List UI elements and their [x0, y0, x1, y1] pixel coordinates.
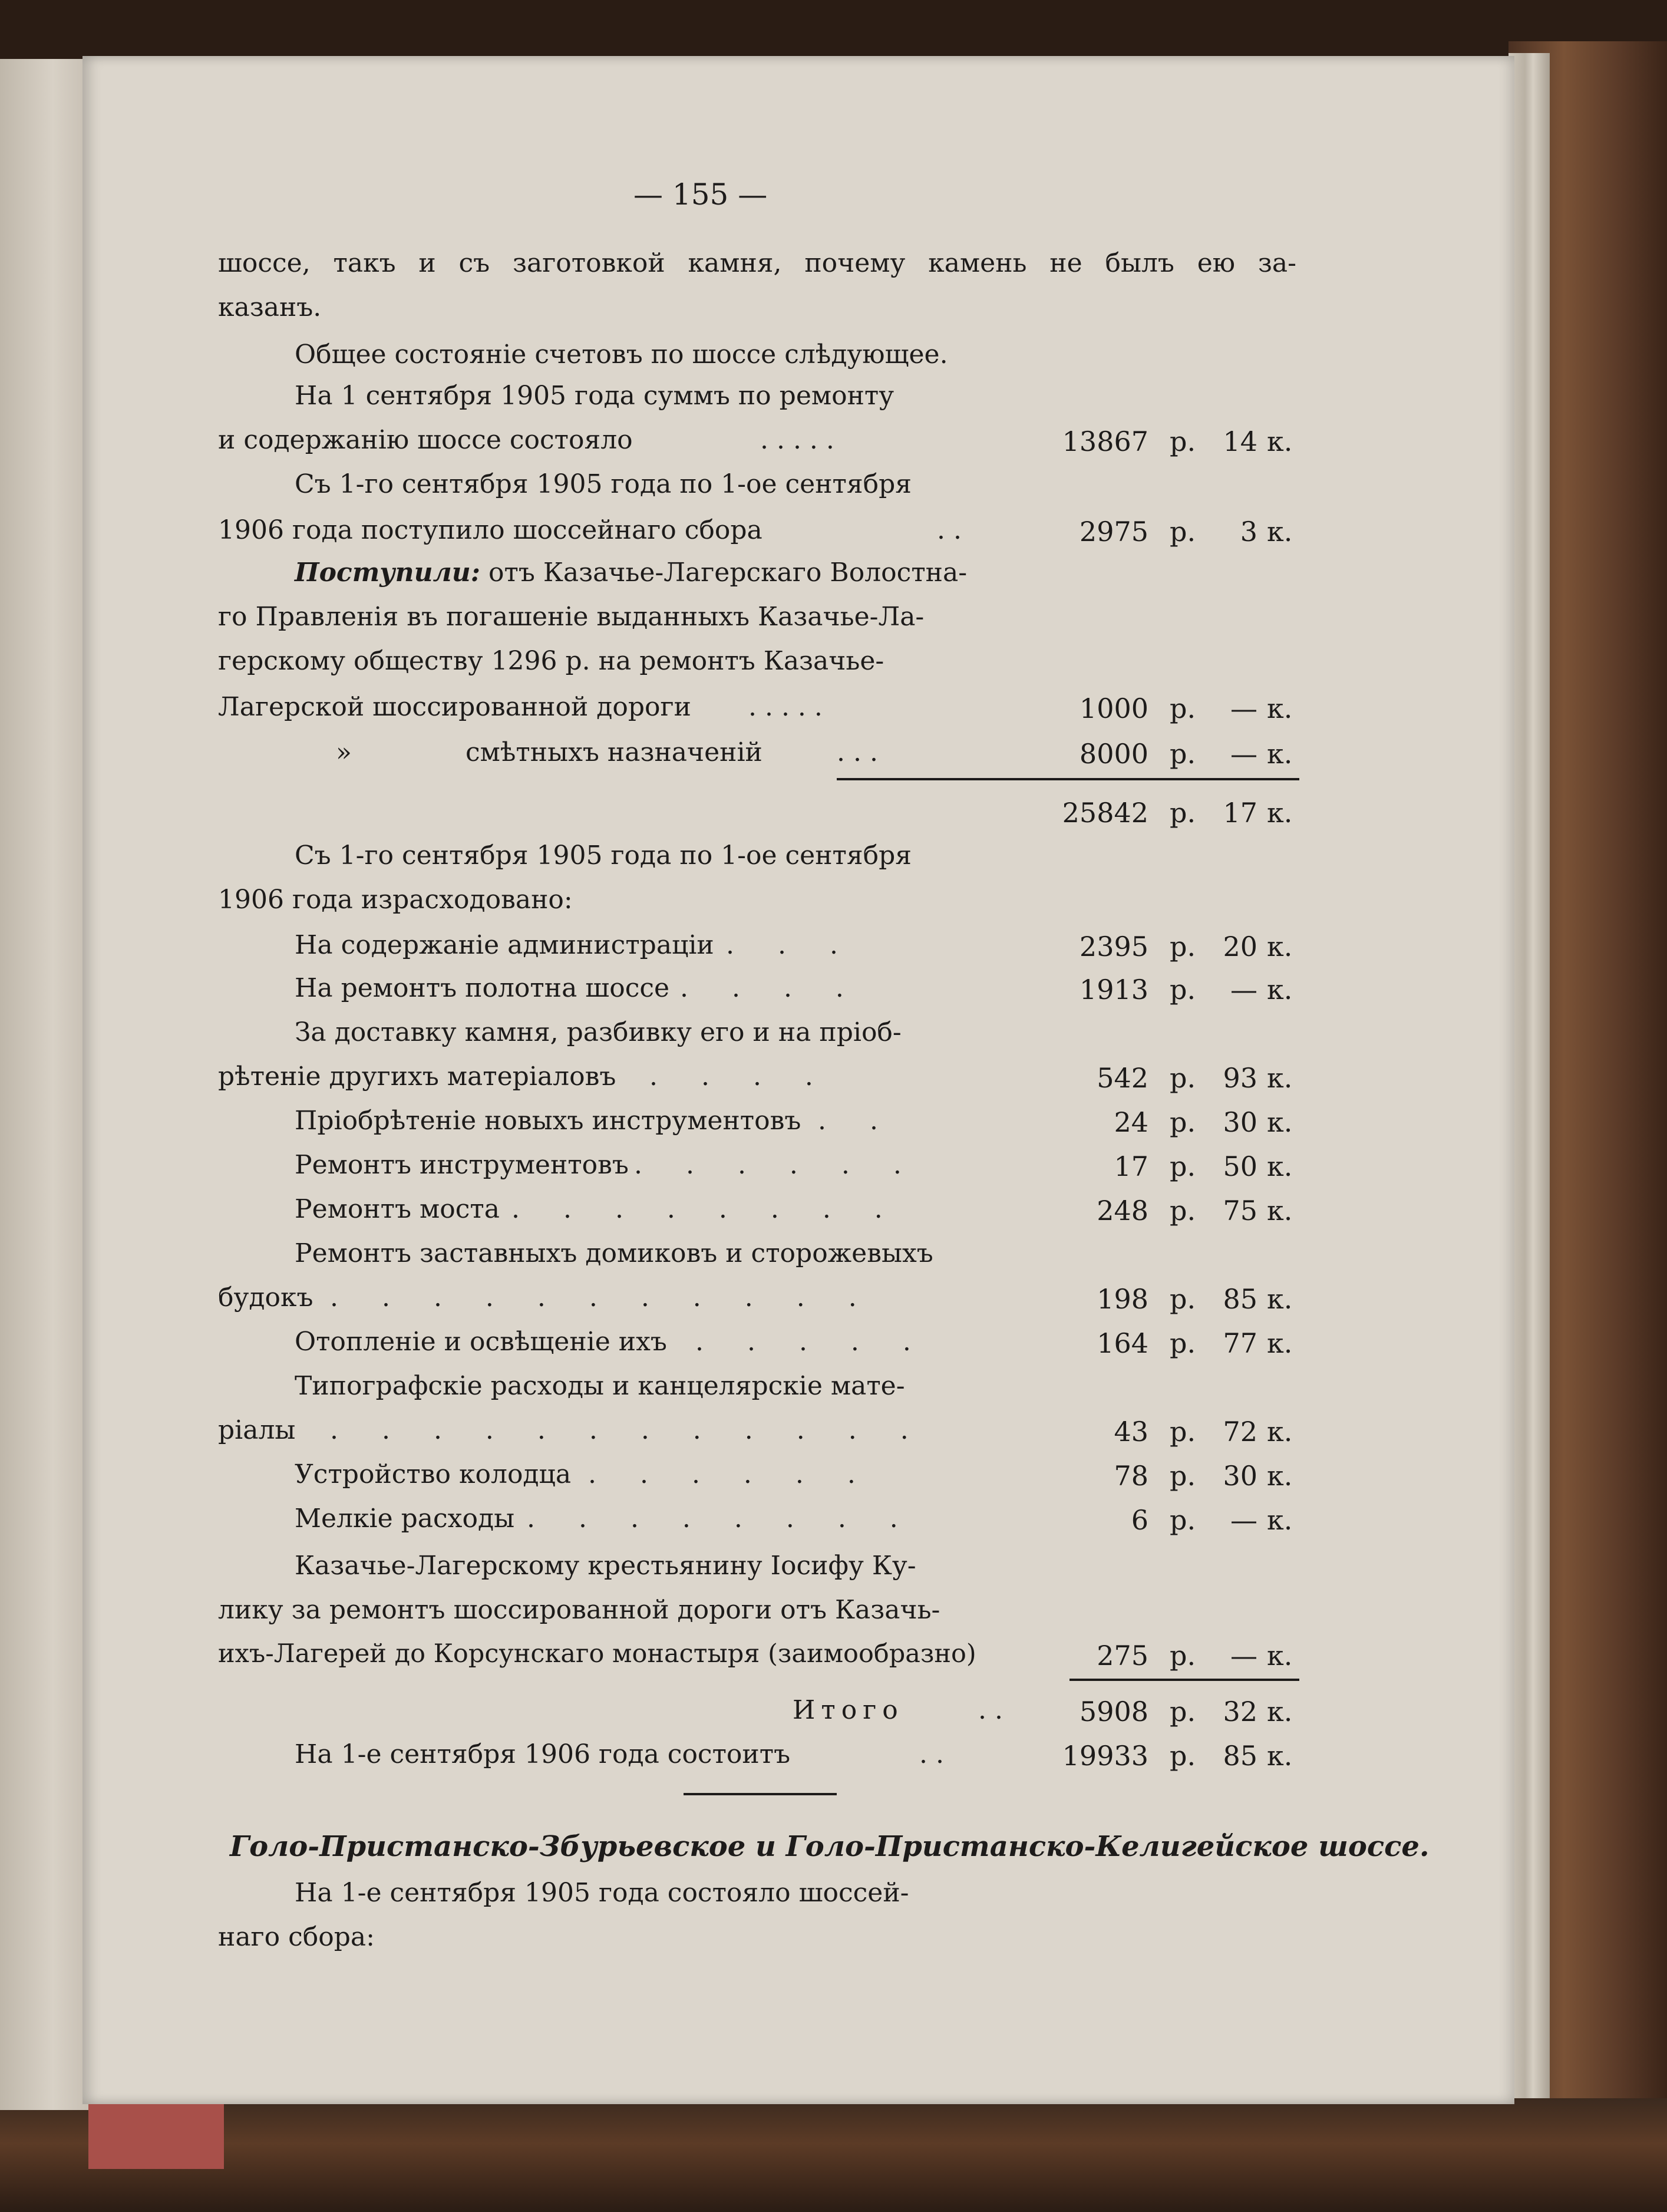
spent-line-1: Съ 1-го сентября 1905 года по 1-ое сентября — [295, 840, 912, 871]
expense-rub: р. — [1170, 1195, 1196, 1227]
kulik-line-1: Казачье-Лагерскому крестьянину Іосифу Ку- — [295, 1551, 916, 1581]
closing-line-2: наго сбора: — [218, 1922, 375, 1952]
expense-kop-label: к. — [1267, 1327, 1293, 1359]
expense-continuation: будокъ — [218, 1283, 313, 1313]
expense-label: Типографскіе расходы и канцелярскіе мате- — [295, 1371, 905, 1401]
expense-kop: 85 — [1223, 1283, 1257, 1315]
book-cover-bottom — [0, 2098, 1667, 2212]
expense-amount: 43 — [1114, 1416, 1148, 1448]
balance-rub: р. — [1170, 1740, 1196, 1772]
total-kop-label: к. — [1267, 1696, 1293, 1728]
expense-leaders: . . . . — [649, 1062, 813, 1092]
opening-amount: 13867 — [1062, 426, 1148, 457]
balance-kop: 85 — [1223, 1740, 1257, 1772]
income-total-amount: 25842 — [1062, 797, 1148, 829]
received-kop-label-4: к. — [1267, 693, 1293, 724]
income-total-kop: 17 — [1223, 797, 1257, 829]
total-label: Итого — [793, 1695, 904, 1725]
expense-kop-label: к. — [1267, 1283, 1293, 1315]
opening-line-1: На 1 сентября 1905 года суммъ по ремонту — [295, 381, 894, 411]
expense-continuation: ріалы — [218, 1415, 296, 1445]
balance-label: На 1-е сентября 1906 года состоитъ — [295, 1739, 791, 1769]
received-amount-4: 1000 — [1079, 693, 1148, 724]
expense-kop: — — [1230, 974, 1257, 1006]
expense-amount: 17 — [1114, 1150, 1148, 1182]
red-bookmark-edge — [88, 2098, 224, 2169]
expense-kop: 77 — [1223, 1327, 1257, 1359]
kulik-line-2: лику за ремонтъ шоссированной дороги отъ Казачь- — [218, 1595, 940, 1625]
expense-kop-label: к. — [1267, 974, 1293, 1006]
expense-leaders: . . . . . — [695, 1327, 911, 1357]
collected-line-2: 1906 года поступило шоссейнаго сбора — [218, 515, 762, 545]
expense-rub: р. — [1170, 1106, 1196, 1138]
received-line-2: го Правленія въ погашеніе выданныхъ Казачье-Ла- — [218, 602, 925, 632]
section-divider — [684, 1793, 837, 1795]
opening-leaders: . . . . . — [760, 425, 834, 455]
intro-line-2: казанъ. — [218, 292, 322, 322]
kulik-rub: р. — [1170, 1640, 1196, 1672]
expense-label: За доставку камня, разбивку его и на пріоб- — [295, 1017, 902, 1047]
expense-rub: р. — [1170, 1283, 1196, 1315]
expense-leaders: . . . . . . . . . . . — [330, 1283, 857, 1313]
opening-line-2: и содержанію шоссе состояло — [218, 425, 633, 455]
received-line-1 — [295, 560, 967, 586]
received-line-3: герскому обществу 1296 р. на ремонтъ Казачье- — [218, 646, 884, 676]
received-rub-4: р. — [1170, 693, 1196, 724]
kulik-kop-label: к. — [1267, 1640, 1293, 1672]
expense-kop: 20 — [1223, 931, 1257, 962]
expense-kop: 75 — [1223, 1195, 1257, 1227]
expense-amount: 78 — [1114, 1460, 1148, 1492]
expense-label: На ремонтъ полотна шоссе — [295, 973, 670, 1003]
kulik-line-3: ихъ-Лагерей до Корсунскаго монастыря (заимообразно) — [218, 1639, 976, 1669]
expense-label: Устройство колодца — [295, 1459, 572, 1489]
expense-rub: р. — [1170, 1460, 1196, 1492]
expense-leaders: . . . — [726, 930, 838, 960]
received-kop-4: — — [1230, 693, 1257, 724]
expense-leaders: . . . . . . . . — [527, 1504, 898, 1534]
collected-kop-label: к. — [1267, 516, 1293, 548]
total-rub: р. — [1170, 1696, 1196, 1728]
received-leaders-5: . . . — [837, 737, 878, 767]
expense-rub: р. — [1170, 974, 1196, 1006]
expense-amount: 198 — [1097, 1283, 1148, 1315]
expense-amount: 6 — [1131, 1504, 1148, 1536]
expense-label: Отопленіе и освѣщеніе ихъ — [295, 1327, 667, 1357]
expense-label: Ремонтъ заставныхъ домиковъ и сторожевыхъ — [295, 1238, 933, 1268]
spent-line-2: 1906 года израсходовано: — [218, 885, 573, 915]
expense-amount: 24 — [1114, 1106, 1148, 1138]
expense-label: Ремонтъ инструментовъ — [295, 1150, 629, 1180]
expense-label: На содержаніе администраціи — [295, 930, 714, 960]
expense-kop-label: к. — [1267, 1504, 1293, 1536]
total-leaders: . . — [978, 1695, 1003, 1725]
expense-kop: 72 — [1223, 1416, 1257, 1448]
expense-amount: 164 — [1097, 1327, 1148, 1359]
expense-kop: 93 — [1223, 1062, 1257, 1094]
page-edges-right — [1508, 53, 1550, 2116]
balance-leaders: . . — [919, 1739, 944, 1769]
closing-line-1: На 1-е сентября 1905 года состояло шоссей- — [295, 1878, 909, 1908]
expense-amount: 248 — [1097, 1195, 1148, 1227]
received-leaders-4: . . . . . — [748, 692, 823, 722]
opening-kop: 14 — [1223, 426, 1257, 457]
expense-rub: р. — [1170, 1504, 1196, 1536]
expense-continuation: рѣтеніе другихъ матеріаловъ — [218, 1062, 616, 1092]
kulik-kop: — — [1230, 1640, 1257, 1672]
expense-leaders: . . . . . . . . — [511, 1194, 883, 1224]
left-page-edge — [0, 59, 88, 2110]
expense-kop: 50 — [1223, 1150, 1257, 1182]
income-sum-rule — [837, 778, 1299, 780]
received-ditto-mark: » — [336, 737, 352, 767]
expense-amount: 542 — [1097, 1062, 1148, 1094]
received-line-1-rest: отъ Казачье-Лагерскаго Волостна- — [488, 558, 968, 588]
expense-kop: 30 — [1223, 1460, 1257, 1492]
kulik-amount: 275 — [1097, 1640, 1148, 1672]
received-lead: Поступили: — [295, 558, 481, 588]
expense-rub: р. — [1170, 1416, 1196, 1448]
collected-rub: р. — [1170, 516, 1196, 548]
balance-amount: 19933 — [1062, 1740, 1148, 1772]
expense-label: Пріобрѣтеніе новыхъ инструментовъ — [295, 1106, 801, 1136]
balance-kop-label: к. — [1267, 1740, 1293, 1772]
page-number: — 155 — — [633, 177, 768, 212]
collected-kop: 3 — [1240, 516, 1257, 548]
expense-label: Мелкіе расходы — [295, 1504, 515, 1534]
received-rub-5: р. — [1170, 738, 1196, 770]
expense-leaders: . . . . . . . . . . . . — [330, 1415, 909, 1445]
expense-rub: р. — [1170, 1327, 1196, 1359]
expense-kop-label: к. — [1267, 1416, 1293, 1448]
expense-kop-label: к. — [1267, 931, 1293, 962]
section-heading: Голо-Пристанско-Збурьевское и Голо-Пристанско-Келигейское шоссе. — [230, 1830, 1430, 1863]
opening-kop-label: к. — [1267, 426, 1293, 457]
expense-kop-label: к. — [1267, 1062, 1293, 1094]
expense-kop-label: к. — [1267, 1150, 1293, 1182]
collected-leaders: . . — [937, 515, 962, 545]
received-line-5: смѣтныхъ назначеній — [466, 737, 762, 767]
expense-kop: — — [1230, 1504, 1257, 1536]
intro-line-1: шоссе, такъ и съ заготовкой камня, почему камень не былъ ею за- — [218, 248, 1296, 278]
expense-leaders: . . . . — [680, 973, 844, 1003]
collected-amount: 2975 — [1079, 516, 1148, 548]
expense-rub: р. — [1170, 1062, 1196, 1094]
income-total-rub: р. — [1170, 797, 1196, 829]
expense-kop-label: к. — [1267, 1106, 1293, 1138]
expense-leaders: . . — [818, 1106, 878, 1136]
expense-leaders: . . . . . . — [588, 1459, 856, 1489]
expense-sum-rule — [1069, 1679, 1299, 1681]
received-kop-label-5: к. — [1267, 738, 1293, 770]
expense-kop: 30 — [1223, 1106, 1257, 1138]
expense-rub: р. — [1170, 1150, 1196, 1182]
received-amount-5: 8000 — [1079, 738, 1148, 770]
expense-kop-label: к. — [1267, 1195, 1293, 1227]
total-amount: 5908 — [1079, 1696, 1148, 1728]
expense-label: Ремонтъ моста — [295, 1194, 500, 1224]
received-kop-5: — — [1230, 738, 1257, 770]
expense-rub: р. — [1170, 931, 1196, 962]
expense-leaders: . . . . . . — [634, 1150, 902, 1180]
total-kop: 32 — [1223, 1696, 1257, 1728]
expense-amount: 1913 — [1079, 974, 1148, 1006]
income-total-kop-label: к. — [1267, 797, 1293, 829]
received-line-4: Лагерской шоссированной дороги — [218, 692, 691, 722]
collected-line-1: Съ 1-го сентября 1905 года по 1-ое сентября — [295, 469, 912, 499]
expense-amount: 2395 — [1079, 931, 1148, 962]
opening-rub: р. — [1170, 426, 1196, 457]
general-state: Общее состояніе счетовъ по шоссе слѣдующее. — [295, 339, 948, 370]
expense-kop-label: к. — [1267, 1460, 1293, 1492]
